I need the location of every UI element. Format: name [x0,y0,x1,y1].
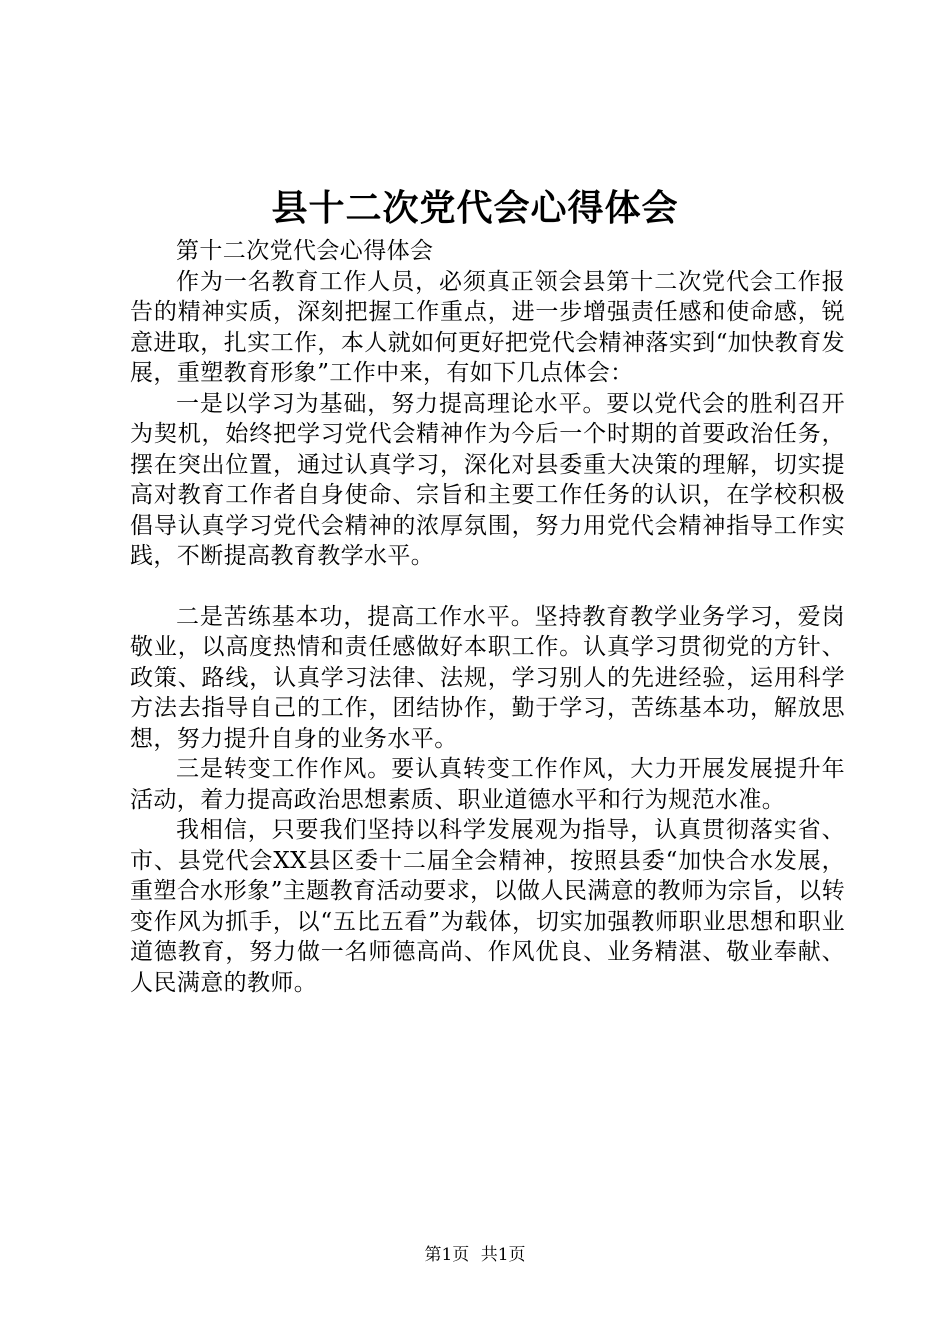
paragraph-subtitle: 第十二次党代会心得体会 [176,238,434,264]
page-total: 共1页 [480,1245,526,1265]
paragraph-point-one: 一是以学习为基础，努力提高理论水平。要以党代会的胜利召开为契机，始终把学习党代会精神作为今后一个时期的首要政治任务，摆在突出位置，通过认真学习，深化对县委重大决策的理解，切实提高对教育工作者自身使命、宗旨和主要工作任务的认识，在学校积极倡导认真学习党代会精神的浓厚氛围，努力用党代会精神指导工作实践，不断提高教育教学水平。 [130,390,845,569]
document-body [130,236,845,998]
page-number: 第1页 [424,1245,470,1265]
document-title: 县十二次党代会心得体会 [271,187,679,229]
paragraph-point-three: 三是转变工作作风。要认真转变工作作风，大力开展发展提升年活动，着力提高政治思想素质、职业道德水平和行为规范水准。 [130,756,845,813]
paragraph-point-two: 二是苦练基本功，提高工作水平。坚持教育教学业务学习，爱岗敬业，以高度热情和责任感做好本职工作。认真学习贯彻党的方针、政策、路线，认真学习法律、法规，学习别人的先进经验，运用科学方法去指导自己的工作，团结协作，勤于学习，苦练基本功，解放思想，努力提升自身的业务水平。 [130,603,845,752]
page-footer [0,1244,950,1266]
paragraph-intro: 作为一名教育工作人员，必须真正领会县第十二次党代会工作报告的精神实质，深刻把握工作重点，进一步增强责任感和使命感，锐意进取，扎实工作，本人就如何更好把党代会精神落实到“加快教育发展，重塑教育形象”工作中来，有如下几点体会： [130,268,845,386]
paragraph-conclusion: 我相信，只要我们坚持以科学发展观为指导，认真贯彻落实省、市、县党代会XX县区委十二届全会精神，按照县委“加快合水发展，重塑合水形象”主题教育活动要求，以做人民满意的教师为宗旨，以转变作风为抓手，以“五比五看”为载体，切实加强教师职业思想和职业道德教育，努力做一名师德高尚、作风优良、业务精湛、敬业奉献、人民满意的教师。 [130,817,845,996]
